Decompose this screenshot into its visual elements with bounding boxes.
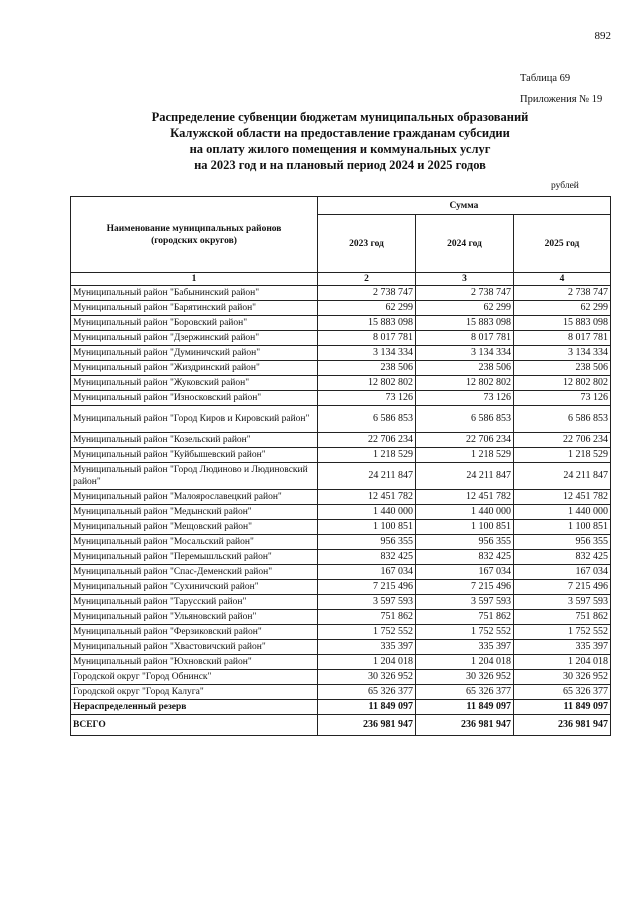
value-2023: 65 326 377 (318, 685, 416, 700)
value-2025: 15 883 098 (514, 316, 611, 331)
column-number: 3 (416, 273, 514, 286)
value-2024: 3 597 593 (416, 595, 514, 610)
table-row (71, 406, 611, 433)
table-row (71, 316, 611, 331)
table-row (71, 361, 611, 376)
value-2023: 3 134 334 (318, 346, 416, 361)
title-line: Распределение субвенции бюджетам муниципальных образований (151, 110, 529, 124)
value-2023: 73 126 (318, 391, 416, 406)
value-2023: 15 883 098 (318, 316, 416, 331)
row-name: Муниципальный район "Износковский район" (71, 391, 318, 406)
document-title (70, 109, 610, 173)
table-row (71, 391, 611, 406)
table-row (71, 331, 611, 346)
value-2023: 30 326 952 (318, 670, 416, 685)
header-name-cell (71, 197, 318, 273)
value-2025: 751 862 (514, 610, 611, 625)
row-name: Городской округ "Город Калуга" (71, 685, 318, 700)
value-2024: 1 204 018 (416, 655, 514, 670)
table-row (71, 655, 611, 670)
value-2023: 751 862 (318, 610, 416, 625)
value-2023: 167 034 (318, 565, 416, 580)
row-name: Муниципальный район "Бабынинский район" (71, 286, 318, 301)
value-2023: 3 597 593 (318, 595, 416, 610)
value-2024: 12 802 802 (416, 376, 514, 391)
value-2024: 1 440 000 (416, 505, 514, 520)
table-row (71, 448, 611, 463)
row-name: Муниципальный район "Боровский район" (71, 316, 318, 331)
value-2025: 1 218 529 (514, 448, 611, 463)
row-name: Городской округ "Город Обнинск" (71, 670, 318, 685)
value-2023: 2 738 747 (318, 286, 416, 301)
value-2023: 238 506 (318, 361, 416, 376)
row-name: Муниципальный район "Малоярославецкий район" (71, 490, 318, 505)
value-2023: 11 849 097 (318, 700, 416, 715)
value-2024: 15 883 098 (416, 316, 514, 331)
value-2023: 12 451 782 (318, 490, 416, 505)
value-2023: 6 586 853 (318, 406, 416, 433)
row-name: Муниципальный район "Козельский район" (71, 433, 318, 448)
value-2025: 22 706 234 (514, 433, 611, 448)
table-row (71, 700, 611, 715)
table-row (71, 520, 611, 535)
column-number: 1 (71, 273, 318, 286)
value-2025: 3 134 334 (514, 346, 611, 361)
value-2024: 22 706 234 (416, 433, 514, 448)
value-2024: 751 862 (416, 610, 514, 625)
value-2023: 335 397 (318, 640, 416, 655)
value-2023: 62 299 (318, 301, 416, 316)
column-number: 4 (514, 273, 611, 286)
value-2024: 62 299 (416, 301, 514, 316)
value-2025: 335 397 (514, 640, 611, 655)
value-2024: 65 326 377 (416, 685, 514, 700)
row-name: Нераспределенный резерв (71, 700, 318, 715)
value-2024: 335 397 (416, 640, 514, 655)
table-row (71, 550, 611, 565)
value-2024: 8 017 781 (416, 331, 514, 346)
value-2024: 238 506 (416, 361, 514, 376)
value-2025: 12 451 782 (514, 490, 611, 505)
value-2024: 6 586 853 (416, 406, 514, 433)
value-2025: 1 100 851 (514, 520, 611, 535)
value-2023: 956 355 (318, 535, 416, 550)
row-name: Муниципальный район "Барятинский район" (71, 301, 318, 316)
value-2025: 6 586 853 (514, 406, 611, 433)
units-label: рублей (551, 181, 579, 191)
table-row (71, 610, 611, 625)
value-2025: 167 034 (514, 565, 611, 580)
value-2024: 3 134 334 (416, 346, 514, 361)
header-name-line: Наименование муниципальных районов (106, 223, 282, 234)
value-2024: 24 211 847 (416, 463, 514, 490)
header-year-2023: 2023 год (318, 215, 416, 273)
header-year-2025: 2025 год (514, 215, 611, 273)
row-name: Муниципальный район "Город Людиново и Людиновский район" (71, 463, 318, 490)
value-2024: 7 215 496 (416, 580, 514, 595)
value-2023: 12 802 802 (318, 376, 416, 391)
header-name-line: (городских округов) (151, 235, 237, 246)
appendix-label: Приложения № 19 (520, 94, 603, 105)
value-2024: 1 218 529 (416, 448, 514, 463)
value-2024: 1 100 851 (416, 520, 514, 535)
value-2023: 1 100 851 (318, 520, 416, 535)
row-name: Муниципальный район "Ульяновский район" (71, 610, 318, 625)
column-number: 2 (318, 273, 416, 286)
table-body (71, 286, 611, 715)
value-2025: 238 506 (514, 361, 611, 376)
table-row (71, 580, 611, 595)
table-row (71, 625, 611, 640)
total-2025: 236 981 947 (514, 715, 611, 736)
table-row (71, 376, 611, 391)
total-row (71, 715, 611, 736)
value-2025: 2 738 747 (514, 286, 611, 301)
value-2023: 1 440 000 (318, 505, 416, 520)
value-2024: 167 034 (416, 565, 514, 580)
value-2024: 73 126 (416, 391, 514, 406)
value-2025: 1 440 000 (514, 505, 611, 520)
value-2023: 24 211 847 (318, 463, 416, 490)
row-name: Муниципальный район "Юхновский район" (71, 655, 318, 670)
value-2023: 1 218 529 (318, 448, 416, 463)
value-2023: 1 752 552 (318, 625, 416, 640)
value-2025: 62 299 (514, 301, 611, 316)
total-2023: 236 981 947 (318, 715, 416, 736)
row-name: Муниципальный район "Сухиничский район" (71, 580, 318, 595)
table-row (71, 670, 611, 685)
value-2023: 22 706 234 (318, 433, 416, 448)
value-2024: 11 849 097 (416, 700, 514, 715)
value-2024: 30 326 952 (416, 670, 514, 685)
table-row (71, 535, 611, 550)
value-2024: 12 451 782 (416, 490, 514, 505)
value-2025: 12 802 802 (514, 376, 611, 391)
total-label: ВСЕГО (71, 715, 318, 736)
row-name: Муниципальный район "Жуковский район" (71, 376, 318, 391)
table-row (71, 640, 611, 655)
value-2025: 832 425 (514, 550, 611, 565)
value-2025: 30 326 952 (514, 670, 611, 685)
title-line: на 2023 год и на плановый период 2024 и 2025 годов (194, 158, 486, 172)
value-2025: 24 211 847 (514, 463, 611, 490)
row-name: Муниципальный район "Мещовский район" (71, 520, 318, 535)
row-name: Муниципальный район "Город Киров и Кировский район" (71, 406, 318, 433)
table-row (71, 565, 611, 580)
row-name: Муниципальный район "Ферзиковский район" (71, 625, 318, 640)
table-row (71, 433, 611, 448)
row-name: Муниципальный район "Спас-Деменский район" (71, 565, 318, 580)
value-2025: 73 126 (514, 391, 611, 406)
row-name: Муниципальный район "Хвастовичский район" (71, 640, 318, 655)
header-sum: Сумма (318, 197, 611, 215)
table-row (71, 463, 611, 490)
row-name: Муниципальный район "Тарусский район" (71, 595, 318, 610)
table-row (71, 301, 611, 316)
table-row (71, 490, 611, 505)
row-name: Муниципальный район "Медынский район" (71, 505, 318, 520)
value-2025: 11 849 097 (514, 700, 611, 715)
table-row (71, 595, 611, 610)
value-2024: 832 425 (416, 550, 514, 565)
value-2024: 956 355 (416, 535, 514, 550)
page-number: 892 (594, 30, 611, 42)
value-2025: 1 752 552 (514, 625, 611, 640)
value-2025: 8 017 781 (514, 331, 611, 346)
row-name: Муниципальный район "Дзержинский район" (71, 331, 318, 346)
value-2023: 7 215 496 (318, 580, 416, 595)
value-2023: 832 425 (318, 550, 416, 565)
value-2024: 2 738 747 (416, 286, 514, 301)
value-2024: 1 752 552 (416, 625, 514, 640)
value-2023: 8 017 781 (318, 331, 416, 346)
row-name: Муниципальный район "Куйбышевский район" (71, 448, 318, 463)
row-name: Муниципальный район "Жиздринский район" (71, 361, 318, 376)
subvention-table (70, 196, 611, 736)
value-2025: 956 355 (514, 535, 611, 550)
row-name: Муниципальный район "Перемышльский район" (71, 550, 318, 565)
title-line: на оплату жилого помещения и коммунальных услуг (189, 142, 491, 156)
value-2023: 1 204 018 (318, 655, 416, 670)
table-row (71, 286, 611, 301)
title-line: Калужской области на предоставление гражданам субсидии (170, 126, 510, 140)
table-row (71, 346, 611, 361)
table-label: Таблица 69 (520, 73, 571, 84)
table-row (71, 685, 611, 700)
value-2025: 3 597 593 (514, 595, 611, 610)
value-2025: 65 326 377 (514, 685, 611, 700)
row-name: Муниципальный район "Мосальский район" (71, 535, 318, 550)
row-name: Муниципальный район "Думиничский район" (71, 346, 318, 361)
header-year-2024: 2024 год (416, 215, 514, 273)
value-2025: 1 204 018 (514, 655, 611, 670)
table-row (71, 505, 611, 520)
total-2024: 236 981 947 (416, 715, 514, 736)
value-2025: 7 215 496 (514, 580, 611, 595)
